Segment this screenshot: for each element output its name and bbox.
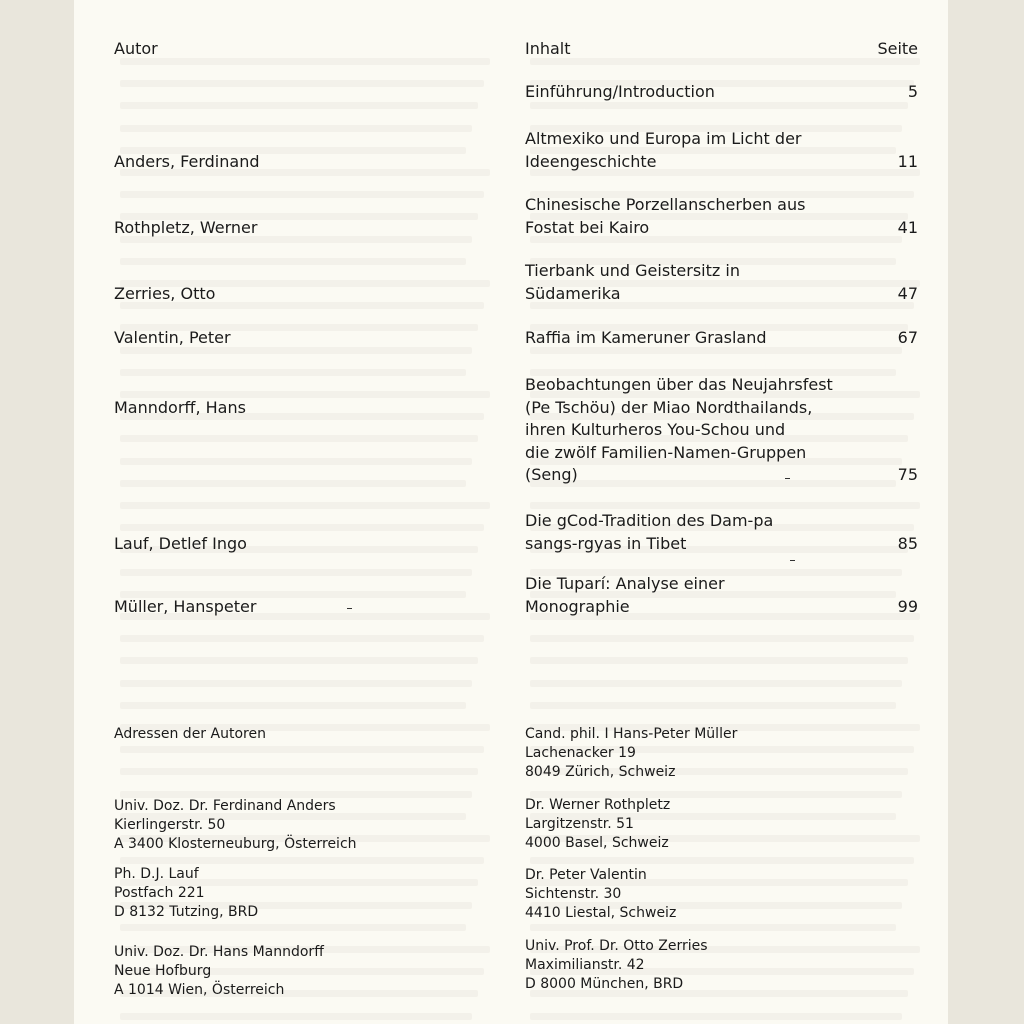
address-line: D 8000 München, BRD [525,976,684,992]
toc-title-line: Einführung/Introduction [525,82,715,101]
address-line: Sichtenstr. 30 [525,886,622,902]
bleed-through-line [530,1013,902,1020]
address-line: Ph. D.J. Lauf [114,866,199,882]
toc-page-number: 11 [897,151,918,171]
bleed-through-line [120,102,478,109]
bleed-through-line [530,635,914,642]
toc-page-number: 67 [897,328,918,347]
bleed-through-line [120,502,490,509]
bleed-through-line [120,569,472,576]
toc-title-line: Ideengeschichte [525,151,657,171]
toc-title-line: sangs-rgyas in Tibet [525,533,687,553]
bleed-through-line [120,435,478,442]
toc-page-number: 75 [897,465,918,485]
toc-title-line: die zwölf Familien-Namen-Gruppen [525,442,807,462]
toc-title-line: Fostat bei Kairo [525,217,650,237]
bleed-through-line [120,524,484,531]
address-line: Largitzenstr. 51 [525,816,634,832]
toc-page-number: 85 [897,533,918,553]
toc-title-line: Tierbank und Geistersitz in [525,261,740,280]
address-line: Postfach 221 [114,885,205,901]
bleed-through-line [530,702,896,709]
bleed-through-line [530,502,920,509]
address-line: Kierlingerstr. 50 [114,817,226,833]
bleed-through-line [120,680,472,687]
address-line: 4000 Basel, Schweiz [525,835,669,851]
bleed-through-line [120,924,466,931]
toc-title-line: (Pe Tschöu) der Miao Nordthailands, [525,397,813,417]
bleed-through-line [120,657,478,664]
toc-title-line: ihren Kulturheros You-Schou und [525,420,786,440]
bleed-through-line [120,1013,472,1020]
address-line: Univ. Prof. Dr. Otto Zerries [525,938,708,954]
stray-mark [785,478,790,479]
address-line: Lachenacker 19 [525,745,636,761]
toc-title-line: Chinesische Porzellanscherben aus [525,195,806,214]
bleed-through-line [120,58,490,65]
author-column-header: Autor [114,39,158,58]
bleed-through-line [530,480,896,487]
toc-page-number: 5 [907,82,918,101]
bleed-through-line [120,125,472,132]
bleed-through-line [120,191,484,198]
bleed-through-line [120,635,484,642]
bleed-through-line [530,924,896,931]
toc-page-number: 47 [897,283,918,303]
toc-title-line: Die Tuparí: Analyse einer [525,574,725,593]
toc-author: Anders, Ferdinand [114,151,260,171]
toc-title-line: Monographie [525,596,630,616]
bleed-through-line [530,657,908,664]
bleed-through-line [120,369,466,376]
address-line: Dr. Peter Valentin [525,867,647,883]
toc-author: Müller, Hanspeter [114,596,257,616]
toc-author: Rothpletz, Werner [114,217,258,237]
address-line: A 3400 Klosterneuburg, Österreich [114,836,357,852]
toc-title-line: Die gCod-Tradition des Dam-pa [525,511,774,530]
bleed-through-line [530,680,902,687]
bleed-through-line [530,102,908,109]
stray-mark [347,608,352,609]
address-line: 4410 Liestal, Schweiz [525,905,677,921]
bleed-through-line [530,857,914,864]
address-line: Neue Hofburg [114,963,212,979]
bleed-through-line [120,746,484,753]
toc-page-number: 41 [897,217,918,237]
toc-author: Zerries, Otto [114,283,216,303]
page-column-header: Seite [877,39,918,58]
toc-title-line: Raffia im Kameruner Grasland [525,328,767,347]
bleed-through-line [120,258,466,265]
toc-title-line: Beobachtungen über das Neujahrsfest [525,375,833,394]
address-line: A 1014 Wien, Österreich [114,982,285,998]
address-line: D 8132 Tutzing, BRD [114,904,259,920]
address-line: 8049 Zürich, Schweiz [525,764,676,780]
toc-page-number: 99 [897,596,918,616]
toc-author: Manndorff, Hans [114,397,246,417]
bleed-through-line [120,80,484,87]
addresses-title: Adressen der Autoren [114,726,266,742]
address-line: Univ. Doz. Dr. Ferdinand Anders [114,798,336,814]
address-line: Dr. Werner Rothpletz [525,797,671,813]
toc-author: Lauf, Detlef Ingo [114,533,247,553]
toc-title-line: Südamerika [525,283,621,303]
bleed-through-line [120,768,478,775]
address-line: Cand. phil. I Hans-Peter Müller [525,726,738,742]
bleed-through-line [120,480,466,487]
toc-title-line: Altmexiko und Europa im Licht der [525,129,802,148]
toc-title-line: (Seng) [525,465,578,485]
stray-mark [790,560,795,561]
address-line: Univ. Doz. Dr. Hans Manndorff [114,944,324,960]
bleed-through-line [120,857,484,864]
toc-author: Valentin, Peter [114,328,231,347]
bleed-through-line [120,458,472,465]
contents-column-header: Inhalt [525,39,571,58]
bleed-through-line [120,702,466,709]
address-line: Maximilianstr. 42 [525,957,645,973]
